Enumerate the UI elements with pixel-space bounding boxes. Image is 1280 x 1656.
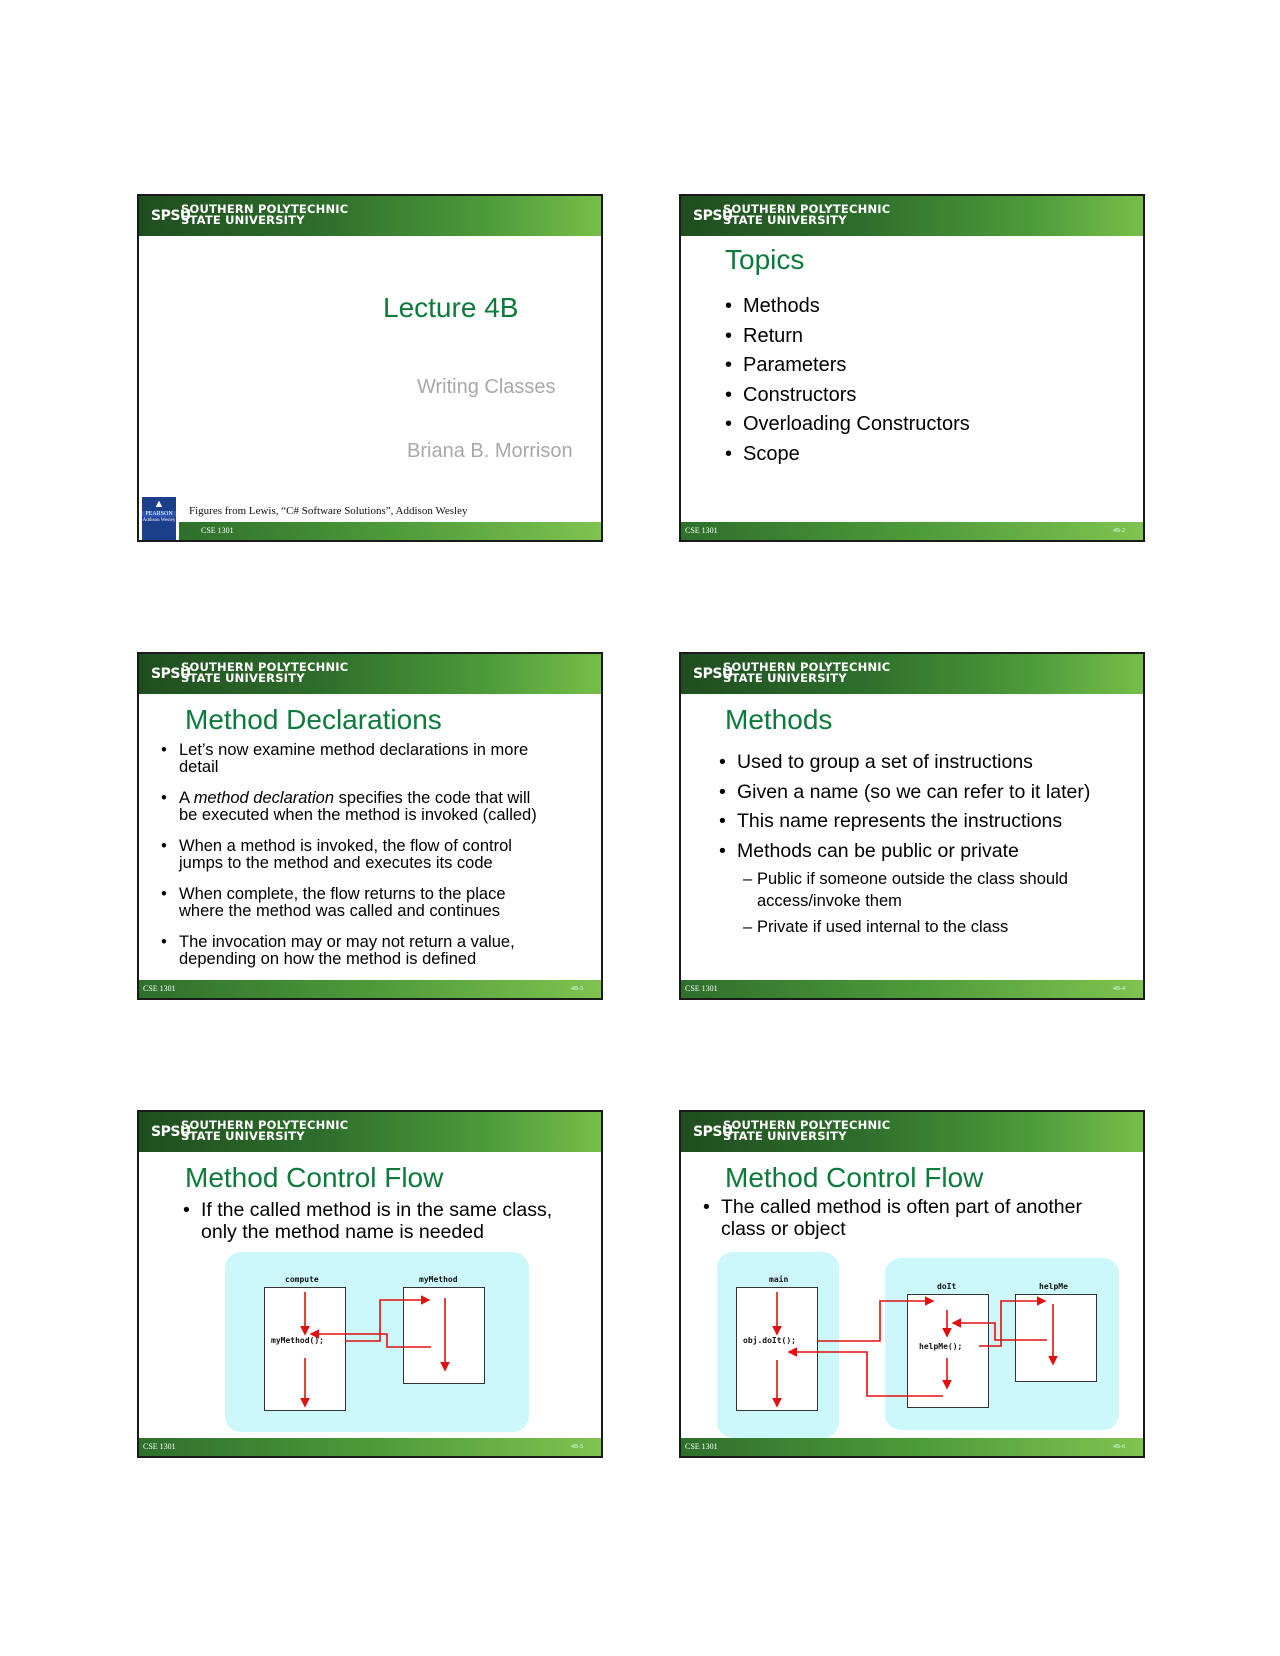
- list-item: • When a method is invoked, the flow of control jumps to the method and executes its code: [161, 838, 591, 872]
- slide-footer: CSE 1301 4B-4: [681, 980, 1143, 998]
- list-item: • Given a name (so we can refer to it later): [719, 778, 1139, 808]
- list-item: • If the called method is in the same class, only the method name is needed: [183, 1199, 552, 1243]
- slide-title: Method Declarations: [185, 704, 442, 735]
- university-name: SOUTHERN POLYTECHNIC STATE UNIVERSITY: [723, 202, 891, 227]
- compute-label: compute: [285, 1275, 319, 1284]
- spsu-logo: SPSU: [151, 208, 191, 224]
- slide-header: [139, 654, 601, 694]
- slide-footer: CSE 1301 4B-6: [681, 1438, 1143, 1456]
- doit-label: doIt: [937, 1282, 957, 1291]
- list-item: • Methods can be public or private: [719, 837, 1139, 867]
- list-item: • Constructors: [725, 381, 970, 411]
- slide-title: Methods: [725, 704, 833, 735]
- sub-item: – Private if used internal to the class: [743, 916, 1133, 938]
- slide-subtitle: Writing Classes: [417, 376, 556, 398]
- list-item: • Let’s now examine method declarations in more detail: [161, 742, 591, 776]
- list-item: • Return: [725, 322, 970, 352]
- list-item: • A method declaration specifies the code that will be executed when the method is invoked (called): [161, 790, 591, 824]
- bullet-list: [161, 742, 591, 968]
- control-flow-arrows: [139, 1112, 603, 1458]
- list-item: • Used to group a set of instructions: [719, 748, 1139, 778]
- slide-author: Briana B. Morrison: [407, 440, 573, 462]
- list-item: • When complete, the flow returns to the place where the method was called and continues: [161, 886, 591, 920]
- spsu-logo: SPSU: [693, 208, 733, 224]
- return-arrow: [789, 1352, 943, 1396]
- slide-header: [681, 196, 1143, 236]
- topics-list: [725, 292, 970, 469]
- slide-title: Topics: [725, 244, 805, 275]
- page-number: 4B-3: [571, 986, 583, 992]
- slide-4: [679, 652, 1145, 1000]
- list-item: • This name represents the instructions: [719, 807, 1139, 837]
- slide-footer: CSE 1301 4B-2: [681, 522, 1143, 540]
- page-number: 4B-2: [1113, 528, 1125, 534]
- figures-credit: Figures from Lewis, “C# Software Solutions”, Addison Wesley: [189, 505, 468, 517]
- method-call-text: myMethod();: [271, 1336, 324, 1345]
- slide-title: Method Control Flow: [185, 1162, 444, 1193]
- list-item: • The called method is often part of another class or object: [703, 1196, 1082, 1240]
- slide-title: Method Control Flow: [725, 1162, 984, 1193]
- slide-6: [679, 1110, 1145, 1458]
- publisher-logo: ▲ PEARSON Addison Wesley: [142, 497, 176, 541]
- list-item: • Overloading Constructors: [725, 410, 970, 440]
- return-arrow: [953, 1323, 1047, 1340]
- call-arrow: [817, 1301, 933, 1341]
- pearson-icon: ▲: [153, 498, 165, 510]
- university-name: SOUTHERN POLYTECHNIC STATE UNIVERSITY: [181, 202, 349, 227]
- spsu-logo: SPSU: [151, 1124, 191, 1140]
- helpme-call-text: helpMe();: [919, 1342, 963, 1351]
- university-name: SOUTHERN POLYTECHNIC STATE UNIVERSITY: [181, 1118, 349, 1143]
- list-item: • Parameters: [725, 351, 970, 381]
- slide-footer: CSE 1301: [179, 522, 603, 540]
- university-name: SOUTHERN POLYTECHNIC STATE UNIVERSITY: [723, 660, 891, 685]
- slide-header: [139, 196, 601, 236]
- sub-list: [743, 868, 1133, 938]
- slide-3: [137, 652, 603, 1000]
- list-item: • The invocation may or may not return a value, depending on how the method is defined: [161, 934, 591, 968]
- slide-footer: CSE 1301 4B-5: [139, 1438, 601, 1456]
- spsu-logo: SPSU: [693, 666, 733, 682]
- helpme-label: helpMe: [1039, 1282, 1068, 1291]
- university-name: SOUTHERN POLYTECHNIC STATE UNIVERSITY: [723, 1118, 891, 1143]
- slide-5: [137, 1110, 603, 1458]
- doit-call-text: obj.doIt();: [743, 1336, 796, 1345]
- list-item: • Methods: [725, 292, 970, 322]
- spsu-logo: SPSU: [151, 666, 191, 682]
- spsu-logo: SPSU: [693, 1124, 733, 1140]
- slide-footer: CSE 1301 4B-3: [139, 980, 601, 998]
- bullet-list: [719, 748, 1139, 866]
- slide-title: Lecture 4B: [383, 292, 519, 323]
- page-number: 4B-4: [1113, 986, 1125, 992]
- slide-header: [681, 654, 1143, 694]
- university-name: SOUTHERN POLYTECHNIC STATE UNIVERSITY: [181, 660, 349, 685]
- page-number: 4B-6: [1113, 1444, 1125, 1450]
- sub-item: – Public if someone outside the class should access/invoke them: [743, 868, 1133, 912]
- slide-2: [679, 194, 1145, 542]
- mymethod-label: myMethod: [419, 1275, 458, 1284]
- list-item: • Scope: [725, 440, 970, 470]
- main-label: main: [769, 1275, 789, 1284]
- slide-1: [137, 194, 603, 542]
- control-flow-arrows: [681, 1112, 1145, 1458]
- page-number: 4B-5: [571, 1444, 583, 1450]
